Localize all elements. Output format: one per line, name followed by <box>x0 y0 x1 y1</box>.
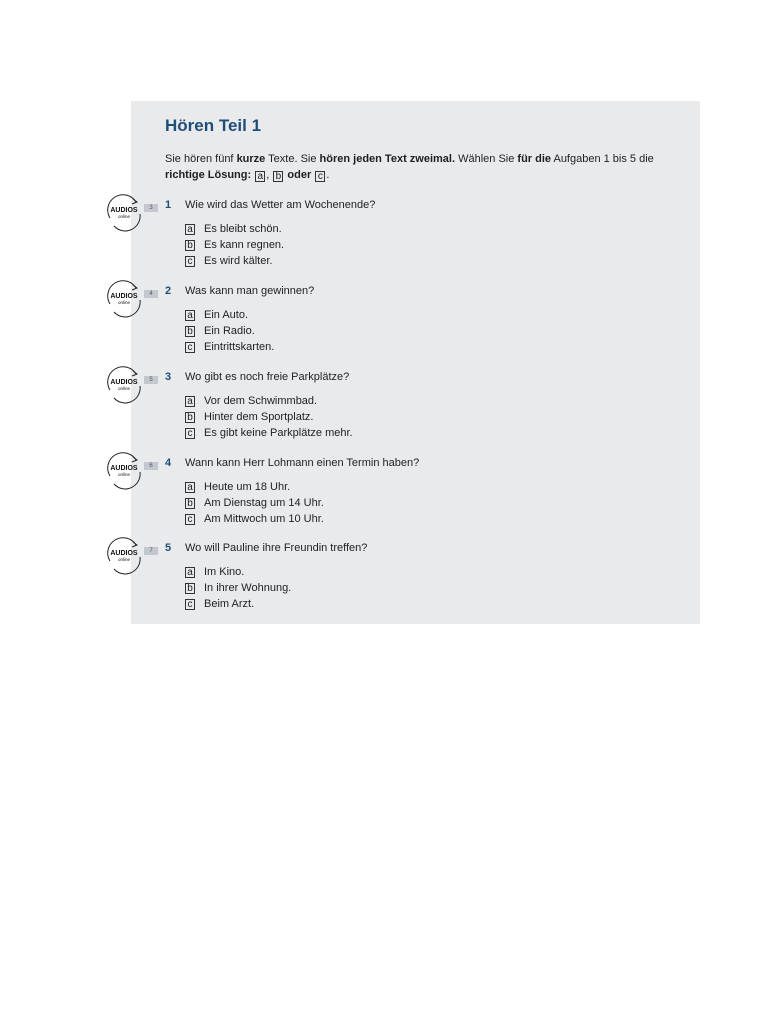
answer-options <box>184 564 291 612</box>
svg-text:online: online <box>117 472 131 477</box>
task-3 <box>106 366 666 446</box>
option-letter-box[interactable]: b <box>185 498 195 509</box>
option-letter-box[interactable]: c <box>185 599 195 610</box>
instructions <box>165 151 685 183</box>
option-letter-box[interactable]: a <box>185 567 195 578</box>
option-text: Am Dienstag um 14 Uhr. <box>204 497 324 509</box>
option-letter-box[interactable]: a <box>185 396 195 407</box>
option-text: Im Kino. <box>204 566 245 578</box>
answer-option-b[interactable] <box>184 580 291 596</box>
option-text: Es kann regnen. <box>204 239 285 251</box>
answer-option-a[interactable] <box>184 479 324 495</box>
instructions-bold: für die <box>517 153 552 165</box>
task-4 <box>106 452 666 532</box>
track-number: 4 <box>144 290 158 298</box>
answer-option-a[interactable] <box>184 564 291 580</box>
svg-text:online: online <box>117 557 131 562</box>
task-1 <box>106 194 666 274</box>
svg-text:online: online <box>117 214 131 219</box>
option-text: In ihrer Wohnung. <box>204 582 292 594</box>
svg-text:AUDIOS: AUDIOS <box>110 379 138 386</box>
answer-option-c[interactable] <box>184 425 353 441</box>
answer-option-c[interactable] <box>184 511 324 527</box>
option-text: Beim Arzt. <box>204 598 255 610</box>
answer-option-a[interactable] <box>184 307 274 323</box>
option-letter-box[interactable]: a <box>185 310 195 321</box>
option-text: Es bleibt schön. <box>204 223 282 235</box>
option-text: Heute um 18 Uhr. <box>204 481 291 493</box>
svg-text:AUDIOS: AUDIOS <box>110 293 138 300</box>
svg-text:AUDIOS: AUDIOS <box>110 550 138 557</box>
answer-option-b[interactable] <box>184 323 274 339</box>
task-5 <box>106 537 666 617</box>
option-letter-box[interactable]: c <box>185 514 195 525</box>
question-text: Wann kann Herr Lohmann einen Termin haben? <box>185 457 420 469</box>
instructions-text: Sie hören fünf <box>165 153 237 165</box>
audio-online-icon[interactable] <box>106 280 166 316</box>
option-box-c: c <box>315 171 325 182</box>
instructions-comma: , <box>266 169 270 181</box>
audio-online-icon[interactable] <box>106 366 166 402</box>
instructions-bold: kurze <box>236 153 266 165</box>
task-number: 4 <box>165 457 172 469</box>
option-letter-box[interactable]: b <box>185 240 195 251</box>
track-number: 6 <box>144 462 158 470</box>
answer-option-c[interactable] <box>184 253 284 269</box>
answer-options <box>184 221 284 269</box>
answer-option-b[interactable] <box>184 409 353 425</box>
instructions-text: Aufgaben 1 bis 5 die <box>551 153 654 165</box>
instructions-bold: richtige Lösung: <box>165 169 252 181</box>
option-text: Vor dem Schwimmbad. <box>204 395 318 407</box>
answer-options <box>184 479 324 527</box>
question-text: Wie wird das Wetter am Wochenende? <box>185 199 376 211</box>
question-text: Wo will Pauline ihre Freundin treffen? <box>185 542 368 554</box>
option-text: Am Mittwoch um 10 Uhr. <box>204 513 324 525</box>
option-text: Es gibt keine Parkplätze mehr. <box>204 427 353 439</box>
instructions-text: Wählen Sie <box>455 153 518 165</box>
svg-text:AUDIOS: AUDIOS <box>110 207 138 214</box>
option-letter-box[interactable]: c <box>185 428 195 439</box>
track-number: 7 <box>144 547 158 555</box>
option-letter-box[interactable]: b <box>185 583 195 594</box>
instructions-or: oder <box>287 169 312 181</box>
question-text: Was kann man gewinnen? <box>185 285 315 297</box>
track-number: 5 <box>144 376 158 384</box>
option-text: Ein Radio. <box>204 325 255 337</box>
option-box-a: a <box>255 171 265 182</box>
option-text: Es wird kälter. <box>204 255 273 267</box>
task-number: 3 <box>165 371 172 383</box>
answer-option-b[interactable] <box>184 237 284 253</box>
answer-option-c[interactable] <box>184 339 274 355</box>
option-box-b: b <box>273 171 283 182</box>
page-title: Hören Teil 1 <box>165 116 262 135</box>
svg-text:online: online <box>117 386 131 391</box>
answer-option-c[interactable] <box>184 596 291 612</box>
option-text: Ein Auto. <box>204 309 249 321</box>
svg-text:AUDIOS: AUDIOS <box>110 465 138 472</box>
answer-option-a[interactable] <box>184 393 353 409</box>
option-letter-box[interactable]: c <box>185 256 195 267</box>
option-text: Eintrittskarten. <box>204 341 275 353</box>
task-number: 2 <box>165 285 172 297</box>
instructions-period: . <box>326 169 330 181</box>
instructions-text: Texte. Sie <box>265 153 320 165</box>
answer-options <box>184 393 353 441</box>
answer-option-b[interactable] <box>184 495 324 511</box>
option-letter-box[interactable]: a <box>185 224 195 235</box>
question-text: Wo gibt es noch freie Parkplätze? <box>185 371 350 383</box>
svg-text:online: online <box>117 300 131 305</box>
option-letter-box[interactable]: b <box>185 326 195 337</box>
option-letter-box[interactable]: b <box>185 412 195 423</box>
audio-online-icon[interactable] <box>106 537 166 573</box>
option-letter-box[interactable]: a <box>185 482 195 493</box>
option-text: Hinter dem Sportplatz. <box>204 411 314 423</box>
track-number: 3 <box>144 204 158 212</box>
task-number: 1 <box>165 199 172 211</box>
answer-options <box>184 307 274 355</box>
audio-online-icon[interactable] <box>106 452 166 488</box>
instructions-bold: hören jeden Text zweimal. <box>319 153 456 165</box>
task-number: 5 <box>165 542 172 554</box>
option-letter-box[interactable]: c <box>185 342 195 353</box>
task-2 <box>106 280 666 360</box>
audio-online-icon[interactable] <box>106 194 166 230</box>
answer-option-a[interactable] <box>184 221 284 237</box>
